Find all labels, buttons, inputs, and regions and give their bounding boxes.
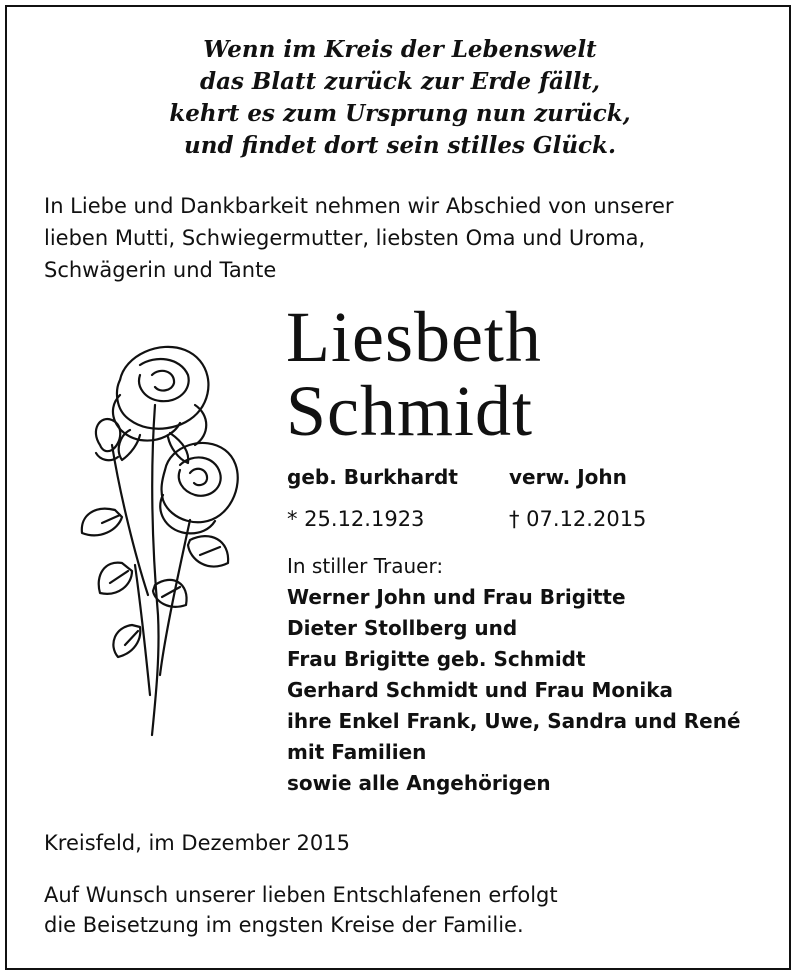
poem-line: Wenn im Kreis der Lebenswelt [203,36,597,63]
mourners-block [287,551,741,799]
mourner-line: Werner John und Frau Brigitte [287,585,626,609]
note-line: Auf Wunsch unserer lieben Entschlafenen erfolgt [44,883,558,907]
intro-line: lieben Mutti, Schwiegermutter, liebsten Oma und Uroma, [44,226,646,250]
poem [0,34,800,162]
intro-line: In Liebe und Dankbarkeit nehmen wir Abschied von unserer [44,194,674,218]
deceased-first-name: Liesbeth [286,297,542,377]
mourner-line: Frau Brigitte geb. Schmidt [287,647,586,671]
poem-line: das Blatt zurück zur Erde fällt, [199,68,601,95]
note-line: die Beisetzung im engsten Kreise der Familie. [44,913,524,937]
mourner-line: Gerhard Schmidt und Frau Monika [287,678,673,702]
mourners-heading: In stiller Trauer: [287,554,444,578]
intro-line: Schwägerin und Tante [44,258,277,282]
rose-illustration [60,335,260,740]
deceased-name [286,297,542,451]
poem-line: und findet dort sein stilles Glück. [184,132,616,159]
place-date: Kreisfeld, im Dezember 2015 [44,831,350,855]
mourner-line: ihre Enkel Frank, Uwe, Sandra und René [287,709,741,733]
death-date: † 07.12.2015 [509,507,647,531]
deceased-last-name: Schmidt [286,371,534,451]
maiden-name: geb. Burkhardt [287,465,458,489]
funeral-note [44,880,558,940]
poem-line: kehrt es zum Ursprung nun zurück, [169,100,631,127]
mourner-line: mit Familien [287,740,427,764]
widowed-name: verw. John [509,465,627,489]
mourner-line: sowie alle Angehörigen [287,771,551,795]
mourner-line: Dieter Stollberg und [287,616,518,640]
intro-text [44,190,764,286]
birth-date: * 25.12.1923 [287,507,425,531]
